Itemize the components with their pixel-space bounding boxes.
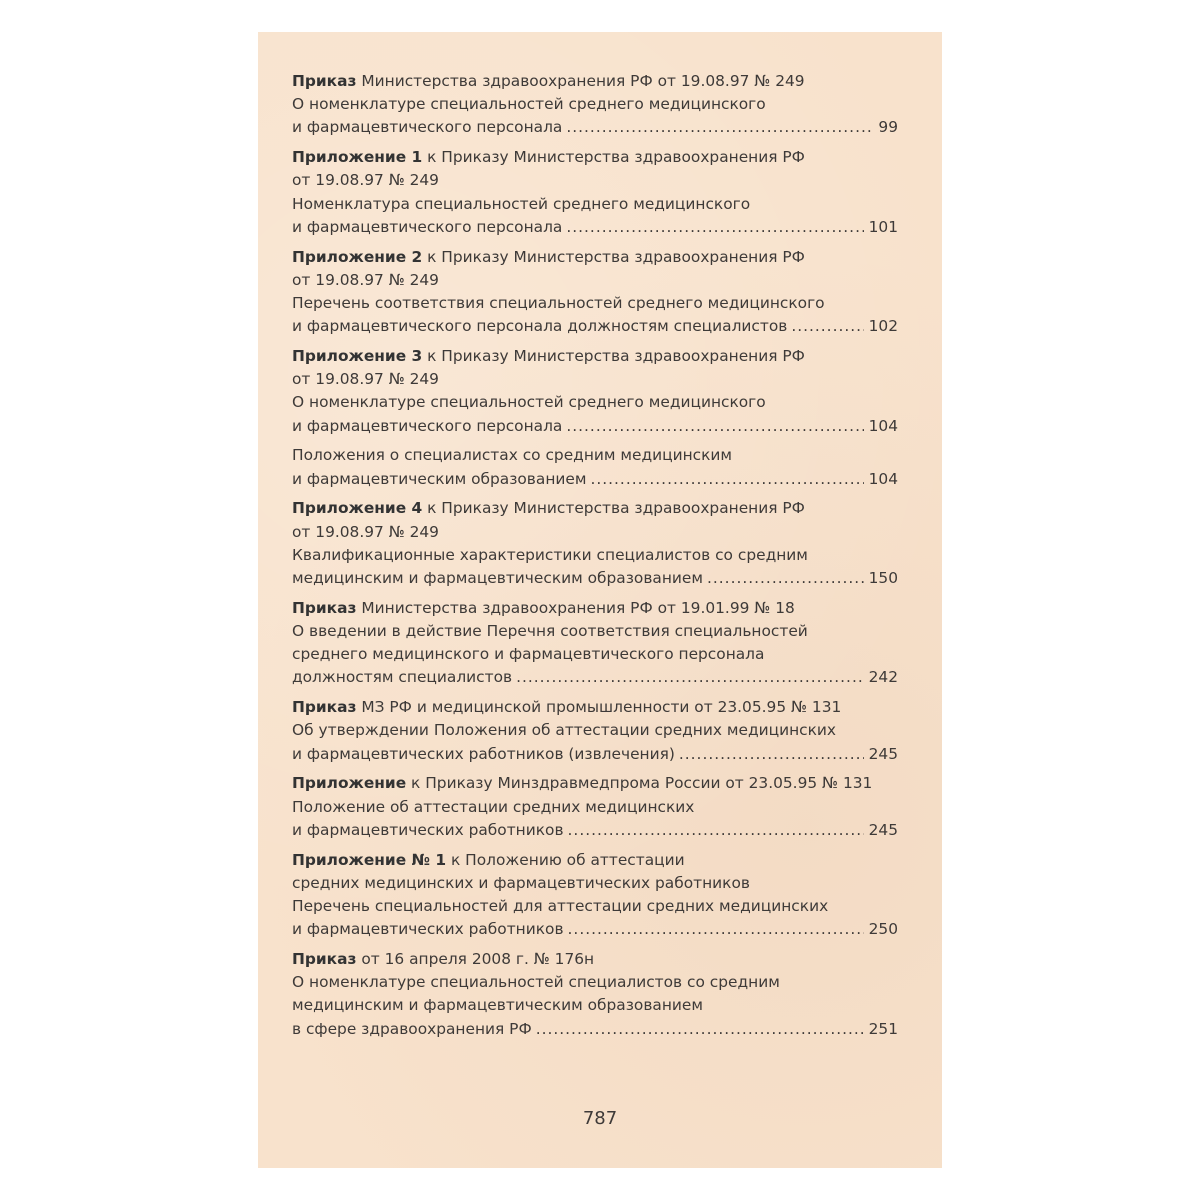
toc-entry [292, 849, 898, 942]
toc-entry-line: О номенклатуре специальностей среднего медицинского [292, 393, 766, 412]
toc-entry-heading-text: Положения о специалистах со средним медицинским [292, 446, 733, 465]
toc-entry-heading-text: Министерства здравоохранения РФ от 19.08.97 № 249 [356, 72, 805, 90]
toc-page-ref: 99 [878, 118, 898, 137]
toc-entry [292, 948, 898, 1041]
dot-leader [516, 666, 864, 689]
toc-entry-line: Номенклатура специальностей среднего медицинского [292, 194, 751, 213]
toc-entry-line: Положение об аттестации средних медицинских [292, 797, 695, 816]
toc-entry-title-end: должностям специалистов [292, 668, 513, 687]
toc-entry-line: О номенклатуре специальностей среднего медицинского [292, 95, 766, 114]
toc-entry-heading [292, 444, 898, 467]
toc-entry-doc-type: Приложение 4 [292, 499, 423, 518]
toc-entry-heading [292, 948, 898, 971]
toc-entry-doc-type: Приказ [292, 598, 357, 617]
toc-entry [292, 597, 898, 690]
toc-page-ref: 102 [868, 317, 898, 336]
toc-entry-line: Квалификационные характеристики специалистов со средним [292, 545, 808, 564]
toc-entry-heading [292, 597, 898, 620]
toc-entry-heading-text: Министерства здравоохранения РФ от 19.01.99 № 18 [356, 598, 795, 617]
toc-entry-final-line [292, 315, 898, 338]
toc-entry-doc-type: Приказ [292, 72, 357, 90]
toc-page-ref: 150 [868, 569, 898, 588]
dot-leader [590, 468, 863, 491]
toc-entry [292, 444, 898, 490]
dot-leader [536, 1018, 864, 1041]
toc-entry-heading-text: к Приказу Минздравмедпрома России от 23.05.95 № 131 [406, 774, 873, 793]
dot-leader [568, 918, 864, 941]
toc-entry-line: О номенклатуре специальностей специалистов со средним [292, 973, 780, 992]
toc-entry [292, 345, 898, 438]
toc-page-ref: 251 [868, 1019, 898, 1038]
toc-entry-heading [292, 497, 898, 520]
toc-entry-heading-text: к Положению об аттестации [446, 850, 685, 869]
toc-entry-line: Перечень специальностей для аттестации средних медицинских [292, 897, 829, 916]
toc-entry-final-line [292, 918, 898, 941]
toc-entry-doc-type: Приказ [292, 950, 357, 969]
toc-entry-line: О введении в действие Перечня соответствия специальностей [292, 622, 808, 641]
toc-entry-line: медицинским и фармацевтическим образованием [292, 996, 703, 1015]
toc-entry-final-line [292, 819, 898, 842]
toc-entry-doc-type: Приложение 2 [292, 247, 423, 266]
toc-entry-line: от 19.08.97 № 249 [292, 522, 439, 541]
toc-entry-line: от 19.08.97 № 249 [292, 171, 439, 190]
toc-page-ref: 104 [868, 416, 898, 435]
dot-leader [679, 743, 864, 766]
toc-entry-title-end: в сфере здравоохранения РФ [292, 1019, 532, 1038]
toc-entry [292, 772, 898, 842]
dot-leader [791, 315, 863, 338]
toc-entry-final-line [292, 1018, 898, 1041]
dot-leader [566, 116, 873, 139]
toc-entry-final-line [292, 216, 898, 239]
toc-entry-final-line [292, 567, 898, 590]
toc-entry-heading-text: от 16 апреля 2008 г. № 176н [356, 950, 595, 969]
toc-entry-line: от 19.08.97 № 249 [292, 270, 439, 289]
toc-entry-title-end: медицинским и фармацевтическим образованием [292, 569, 703, 588]
toc-page-ref: 101 [868, 217, 898, 236]
toc-page-ref: 245 [868, 820, 898, 839]
toc-entry-heading-text: к Приказу Министерства здравоохранения РФ [422, 499, 805, 518]
dot-leader [566, 415, 863, 438]
toc-page-ref: 242 [868, 668, 898, 687]
toc-entry-final-line [292, 468, 898, 491]
toc-entry-heading-text: к Приказу Министерства здравоохранения РФ [422, 247, 805, 266]
toc-page-ref: 104 [868, 469, 898, 488]
toc-entry [292, 497, 898, 590]
toc-entry-line: Об утверждении Положения об аттестации средних медицинских [292, 721, 837, 740]
toc-entry [292, 696, 898, 766]
toc-page-ref: 245 [868, 744, 898, 763]
toc-entry-heading-text: к Приказу Министерства здравоохранения РФ [422, 347, 805, 366]
toc-entry-title-end: и фармацевтических работников [292, 920, 564, 939]
toc-page-ref: 250 [868, 920, 898, 939]
toc-entry-doc-type: Приложение [292, 774, 407, 793]
toc-entry-doc-type: Приложение № 1 [292, 850, 447, 869]
toc-entry-heading [292, 345, 898, 368]
toc-entry-title-end: и фармацевтического персонала [292, 217, 563, 236]
table-of-contents [292, 70, 898, 1047]
page-number: 787 [582, 1108, 618, 1129]
toc-entry-final-line [292, 415, 898, 438]
toc-entry-line: Перечень соответствия специальностей среднего медицинского [292, 294, 825, 313]
toc-entry-title-end: и фармацевтическим образованием [292, 469, 587, 488]
toc-entry-heading [292, 246, 898, 269]
toc-entry-title-end: и фармацевтических работников (извлечения) [292, 744, 675, 763]
toc-entry-title-end: и фармацевтических работников [292, 820, 564, 839]
toc-entry-final-line [292, 666, 898, 689]
toc-entry-heading [292, 696, 898, 719]
toc-entry-line: от 19.08.97 № 249 [292, 370, 439, 389]
toc-entry [292, 246, 898, 339]
toc-entry-title-end: и фармацевтического персонала [292, 118, 563, 137]
toc-entry-doc-type: Приложение 1 [292, 148, 423, 167]
toc-entry-final-line [292, 116, 898, 139]
toc-entry-heading [292, 70, 898, 93]
toc-entry-heading [292, 772, 898, 795]
dot-leader [566, 216, 863, 239]
toc-entry-heading [292, 849, 898, 872]
toc-entry-title-end: и фармацевтического персонала должностям специалистов [292, 317, 788, 336]
toc-entry-doc-type: Приказ [292, 698, 357, 717]
book-page [258, 32, 942, 1168]
dot-leader [568, 819, 864, 842]
toc-entry-heading-text: МЗ РФ и медицинской промышленности от 23.05.95 № 131 [356, 698, 842, 717]
toc-entry-final-line [292, 743, 898, 766]
dot-leader [707, 567, 864, 590]
toc-entry-line: средних медицинских и фармацевтических работников [292, 873, 750, 892]
toc-entry-doc-type: Приложение 3 [292, 347, 423, 366]
toc-entry-heading-text: к Приказу Министерства здравоохранения РФ [422, 148, 805, 167]
toc-entry-line: среднего медицинского и фармацевтического персонала [292, 645, 765, 664]
toc-entry [292, 146, 898, 239]
toc-entry-heading [292, 146, 898, 169]
toc-entry-title-end: и фармацевтического персонала [292, 416, 563, 435]
toc-entry [292, 70, 898, 140]
